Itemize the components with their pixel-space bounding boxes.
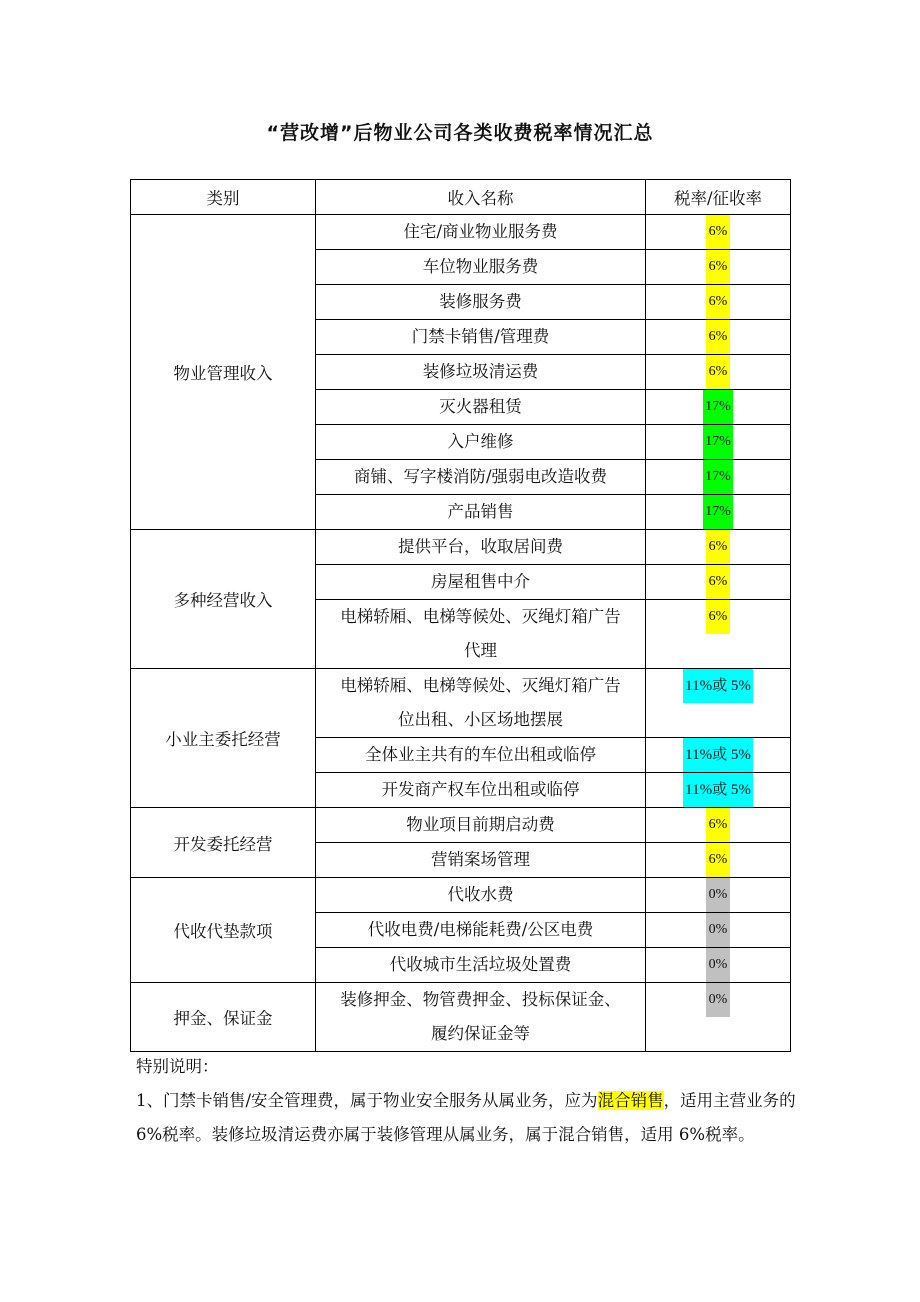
page-title: “营改增”后物业公司各类收费税率情况汇总 [266,122,654,144]
rate-cell [646,948,791,983]
income-name-cell: 房屋租售中介 [316,565,646,600]
rate-cell [646,669,791,738]
income-name-cell: 代收城市生活垃圾处置费 [316,948,646,983]
income-name-cell: 商铺、写字楼消防/强弱电改造收费 [316,460,646,495]
rate-cell [646,913,791,948]
income-name-cell: 住宅/商业物业服务费 [316,215,646,250]
rate-cell [646,285,791,320]
income-name-cell: 装修服务费 [316,285,646,320]
category-cell: 代收代垫款项 [131,878,316,983]
notes-text-before: 1、门禁卡销售/安全管理费，属于物业安全服务从属业务，应为 [136,1091,598,1110]
notes-text-after: ，适用主营业务的 6%税率。装修垃圾清运费亦属于装修管理从属业务，属于混合销售，适用 6%税率。 [136,1091,796,1144]
income-name-cell: 入户维修 [316,425,646,460]
income-name-cell [316,600,646,669]
category-cell: 小业主委托经营 [131,669,316,808]
income-name-cell: 代收水费 [316,878,646,913]
rate-cell [646,390,791,425]
table-body [131,215,791,1052]
rate-cell [646,983,791,1052]
rate-cell [646,738,791,773]
rate-cell [646,565,791,600]
rate-cell [646,250,791,285]
rate-cell [646,425,791,460]
rate-value: 6% [706,285,730,319]
rate-value: 17% [703,425,733,459]
income-name-cell [316,669,646,738]
rate-value: 6% [706,808,730,842]
rate-cell [646,320,791,355]
notes-section [136,1050,796,1152]
table-header-row [131,180,791,215]
rate-cell [646,843,791,878]
income-name-cell: 产品销售 [316,495,646,530]
category-cell: 开发委托经营 [131,808,316,878]
rate-value: 0% [706,948,730,982]
rate-value: 0% [706,878,730,912]
table-row [131,530,791,565]
header-category: 类别 [131,180,316,215]
rate-cell [646,530,791,565]
rate-value: 6% [706,355,730,389]
notes-paragraph-1 [136,1084,796,1152]
rate-cell [646,215,791,250]
category-cell: 物业管理收入 [131,215,316,530]
income-name-cell: 车位物业服务费 [316,250,646,285]
header-income: 收入名称 [316,180,646,215]
tax-rate-table [130,179,791,1052]
rate-value: 6% [706,215,730,249]
notes-heading: 特别说明： [136,1057,219,1076]
income-name-cell: 灭火器租赁 [316,390,646,425]
income-name-cell: 开发商产权车位出租或临停 [316,773,646,808]
table-row [131,215,791,250]
rate-value: 17% [703,390,733,424]
notes-highlight: 混合销售 [597,1091,664,1110]
rate-value: 0% [706,913,730,947]
header-rate: 税率/征收率 [646,180,791,215]
rate-value: 0% [706,983,730,1017]
rate-cell [646,460,791,495]
table-row [131,669,791,738]
rate-cell [646,878,791,913]
rate-cell [646,495,791,530]
rate-value: 6% [706,565,730,599]
rate-value: 11%或 5% [683,773,753,807]
rate-value: 6% [706,530,730,564]
rate-value: 17% [703,495,733,529]
rate-value: 11%或 5% [683,738,753,772]
income-name-line: 履约保证金等 [431,1024,530,1043]
rate-value: 6% [706,250,730,284]
income-name-cell: 代收电费/电梯能耗费/公区电费 [316,913,646,948]
rate-cell [646,773,791,808]
rate-value: 6% [706,843,730,877]
rate-cell [646,808,791,843]
income-name-cell: 营销案场管理 [316,843,646,878]
income-name-line: 代理 [464,641,497,660]
table-row [131,878,791,913]
income-name-cell: 门禁卡销售/管理费 [316,320,646,355]
income-name-cell: 提供平台，收取居间费 [316,530,646,565]
income-name-line: 电梯轿厢、电梯等候处、灭绳灯箱广告 [340,676,621,695]
income-name-line: 位出租、小区场地摆展 [398,710,563,729]
category-cell: 押金、保证金 [131,983,316,1052]
table-row [131,808,791,843]
income-name-line: 电梯轿厢、电梯等候处、灭绳灯箱广告 [340,607,621,626]
category-cell: 多种经营收入 [131,530,316,669]
income-name-cell: 全体业主共有的车位出租或临停 [316,738,646,773]
rate-value: 11%或 5% [683,669,753,703]
rate-cell [646,600,791,669]
income-name-cell: 装修垃圾清运费 [316,355,646,390]
income-name-line: 装修押金、物管费押金、投标保证金、 [340,990,621,1009]
income-name-cell [316,983,646,1052]
rate-value: 17% [703,460,733,494]
rate-value: 6% [706,320,730,354]
table-row [131,983,791,1052]
income-name-cell: 物业项目前期启动费 [316,808,646,843]
rate-value: 6% [706,600,730,634]
rate-cell [646,355,791,390]
